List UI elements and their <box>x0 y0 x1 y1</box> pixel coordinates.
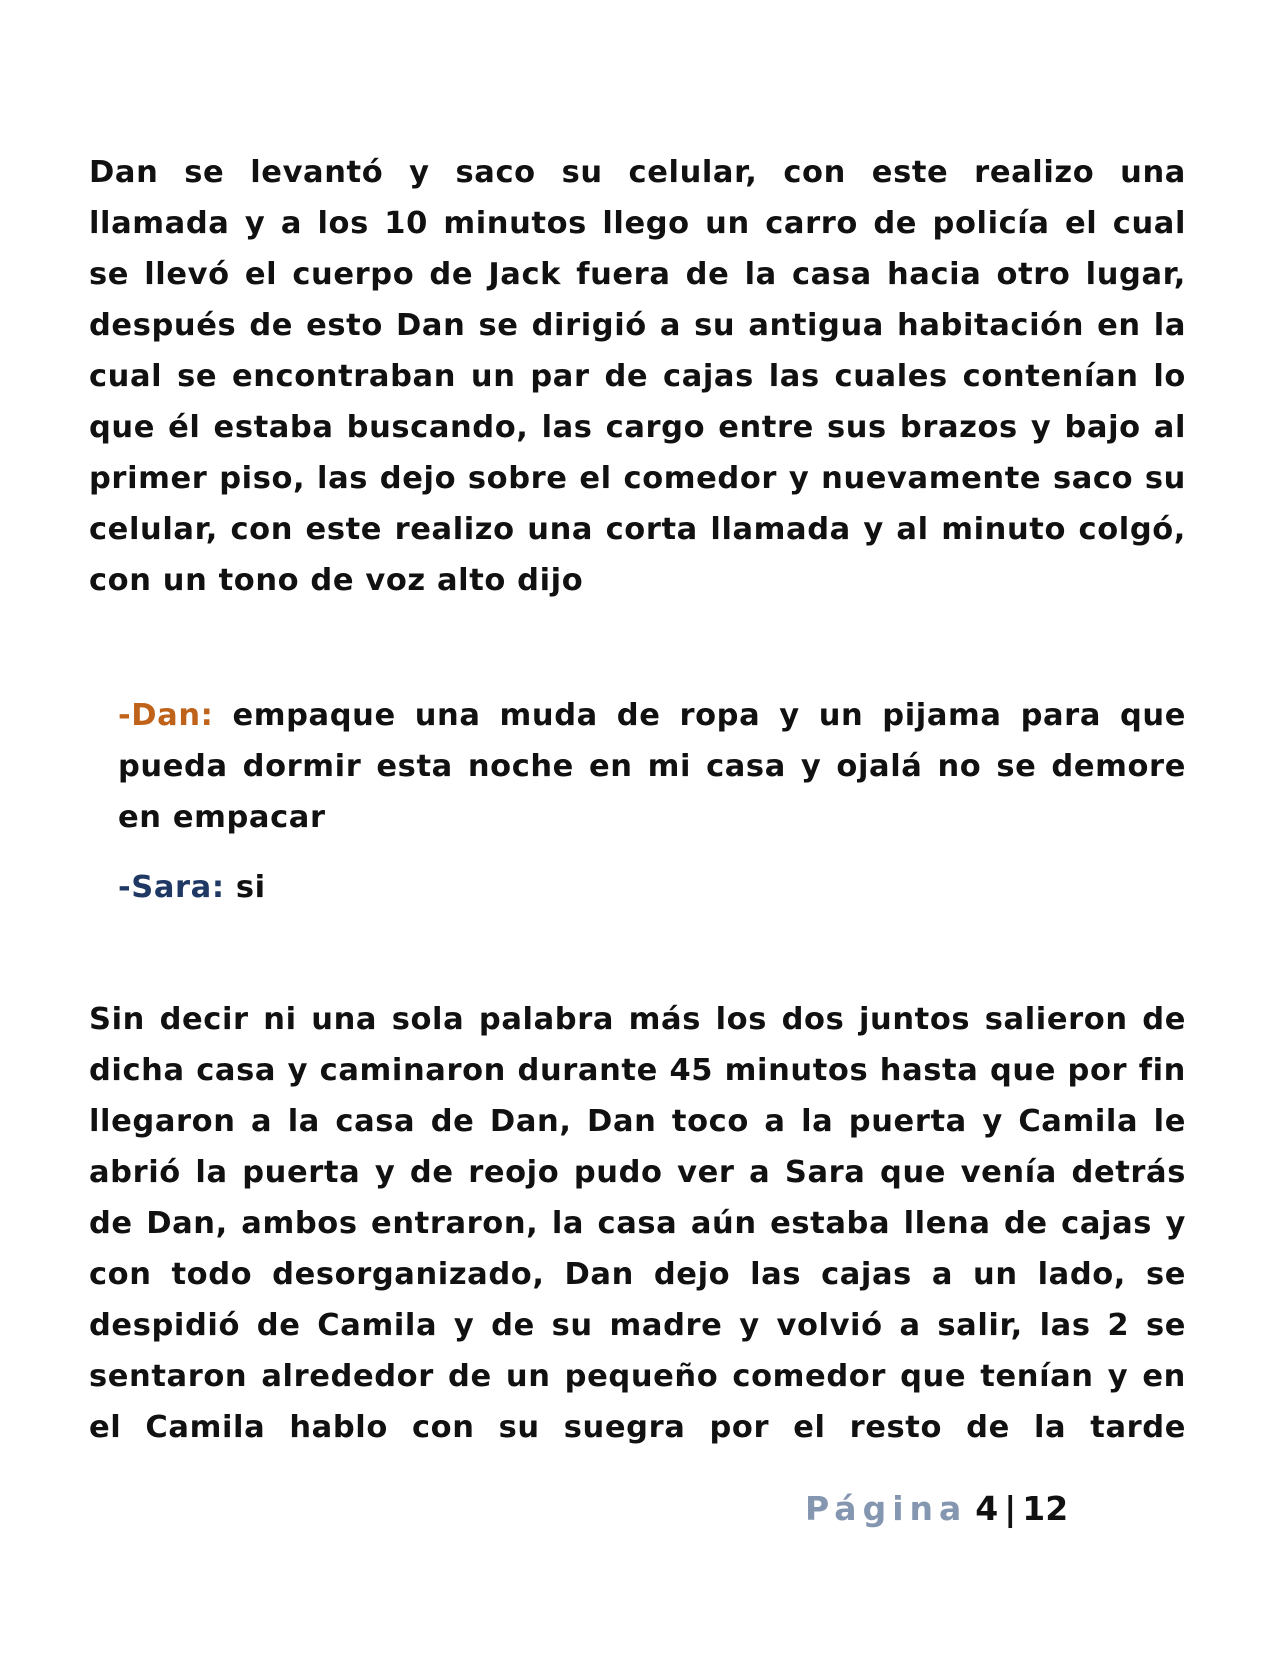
dialogue-text-sara: si <box>235 870 266 905</box>
narrative-paragraph-1: Dan se levantó y saco su celular, con este realizo una llamada y a los 10 minutos llego un carro de policía el cual se llevó el cuerpo de Jack fuera de la casa hacia otro lugar, después de esto Dan se dirigió a su antigua habitación en la cual se encontraban un par de cajas las cuales contenían lo que él estaba buscando, las cargo entre sus brazos y bajo al primer piso, las dejo sobre el comedor y nuevamente saco su celular, con este realizo una corta llamada y al minuto colgó, con un tono de voz alto dijo <box>89 155 1186 598</box>
narrative-paragraph-2: Sin decir ni una sola palabra más los dos juntos salieron de dicha casa y caminaron durante 45 minutos hasta que por fin llegaron a la casa de Dan, Dan toco a la puerta y Camila le abrió la puerta y de reojo pudo ver a Sara que venía detrás de Dan, ambos entraron, la casa aún estaba llena de cajas y con todo desorganizado, Dan dejo las cajas a un lado, se despidió de Camila y de su madre y volvió a salir, las 2 se sentaron alrededor de un pequeño comedor que tenían y en el Camila hablo con su suegra por el resto de la tarde <box>89 1002 1186 1445</box>
dialogue-line-sara <box>118 862 1186 913</box>
speaker-label-dan: -Dan: <box>118 698 214 733</box>
page-footer <box>805 1487 1068 1531</box>
dialogue-text-dan: empaque una muda de ropa y un pijama para que pueda dormir esta noche en mi casa y ojalá no se demore en empacar <box>118 698 1187 835</box>
speaker-label-sara: -Sara: <box>118 870 225 905</box>
page-number: 4 <box>975 1489 999 1528</box>
dialogue-line-dan <box>118 690 1186 843</box>
page-separator: | <box>1004 1489 1017 1528</box>
page-total: 12 <box>1022 1489 1069 1528</box>
page-label: Página <box>805 1489 968 1528</box>
